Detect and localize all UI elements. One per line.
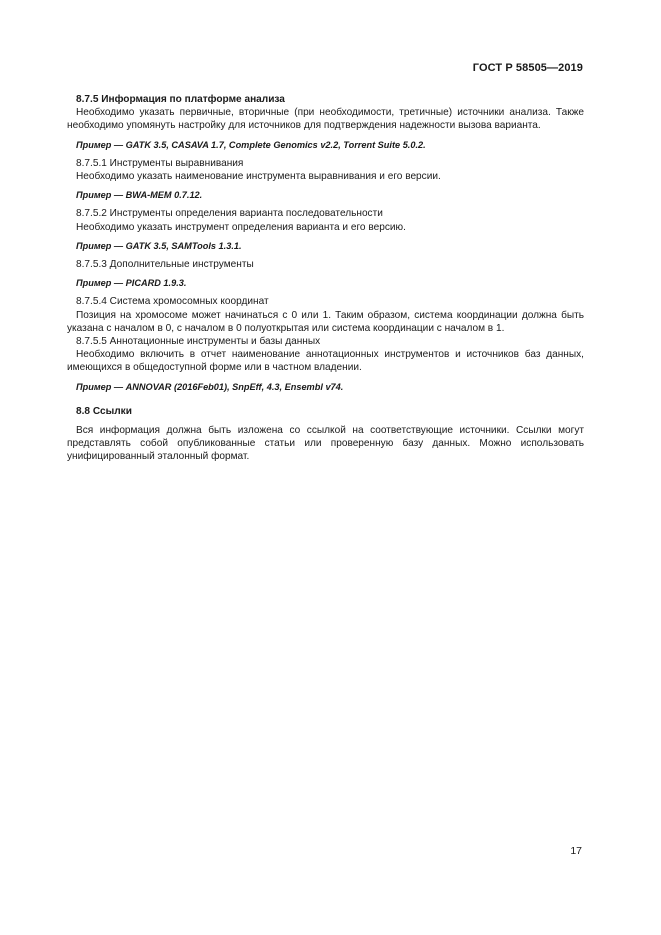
section-paragraph-8-7-5-1: Необходимо указать наименование инструмента выравнивания и его версии. [76, 171, 441, 183]
example-8-7-5: Пример — GATK 3.5, CASAVA 1.7, Complete Genomics v2.2, Torrent Suite 5.0.2. [76, 139, 426, 150]
section-heading-8-7-5-4: 8.7.5.4 Система хромосомных координат [76, 296, 269, 308]
section-heading-8-7-5-3: 8.7.5.3 Дополнительные инструменты [76, 259, 254, 271]
example-8-7-5-3: Пример — PICARD 1.9.3. [76, 278, 187, 289]
section-paragraph-8-7-5: Необходимо указать первичные, вторичные (при необходимости, третичные) источники анализа. Также необходимо упомянуть настройку для источников для подтверждения надежности вызова варианта. [67, 107, 584, 132]
section-paragraph-8-8: Вся информация должна быть изложена со ссылкой на соответствующие источники. Ссылки могут представлять собой опубликованные статьи или проверенную базу данных. Можно использовать унифицированный эталонный формат. [67, 425, 584, 463]
section-paragraph-8-7-5-4: Позиция на хромосоме может начинаться с 0 или 1. Таким образом, система координации должна быть указана с началом в 0, с началом в 0 полуоткрытая или система координации с началом в 1. [67, 309, 584, 334]
section-heading-8-7-5-5: 8.7.5.5 Аннотационные инструменты и базы данных [76, 336, 321, 348]
section-paragraph-8-7-5-2: Необходимо указать инструмент определения варианта и его версию. [76, 221, 406, 233]
page-number: 17 [570, 845, 582, 857]
section-heading-8-7-5: 8.7.5 Информация по платформе анализа [76, 94, 285, 105]
document-code-header: ГОСТ Р 58505—2019 [472, 62, 583, 74]
page-content [67, 93, 584, 464]
section-paragraph-8-7-5-5: Необходимо включить в отчет наименование аннотационных инструментов и источников баз данных, имеющихся в общедоступной форме или в частном владении. [67, 349, 584, 374]
section-heading-8-7-5-2: 8.7.5.2 Инструменты определения варианта последовательности [76, 208, 383, 220]
example-8-7-5-1: Пример — BWA-MEM 0.7.12. [76, 190, 203, 201]
example-8-7-5-2: Пример — GATK 3.5, SAMTools 1.3.1. [76, 240, 242, 251]
example-8-7-5-5: Пример — ANNOVAR (2016Feb01), SnpEff, 4.3, Ensembl v74. [76, 381, 344, 392]
section-heading-8-8: 8.8 Ссылки [76, 405, 132, 417]
section-heading-8-7-5-1: 8.7.5.1 Инструменты выравнивания [76, 157, 244, 169]
